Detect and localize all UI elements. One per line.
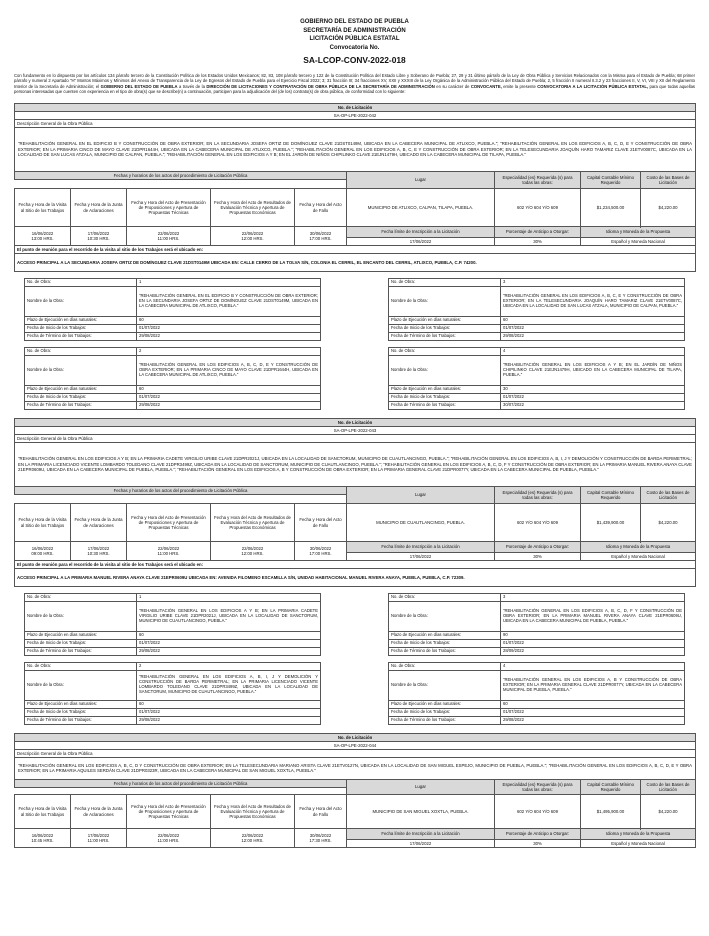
header-convocatoria-label: Convocatoria No. [329,45,380,52]
clarifications-date: 17/06/2022 10:30 HRS. [71,542,127,561]
work-name-label: Nombre de la Obra: [389,287,501,317]
advance-header: Porcentaje de Anticipo a Otorgar: [495,227,581,238]
term-value: 90 [501,632,685,640]
term-label: Plazo de Ejecución en días naturales: [25,700,137,708]
end-value: 29/08/2022 [501,332,685,340]
work-card-3 [388,593,685,656]
work-number: 1 [137,279,321,287]
schedule-header: Fechas y horarios de los actos del procedimiento de Licitación Pública [15,779,347,787]
deadline-value: 17/06/2022 [347,840,495,848]
meeting-point-value: ACCESO PRINCIPAL A LA PRIMARIA MANUEL RIVERA ANAYA CLAVE 21EPR0609U UBICADA EN: AVENIDA FILOMENO ESCAMILLA S/N, UNIDAD HABITACIONAL MANUEL RIVERA ANAYA, PUEBLA, PUEBLA, C.P. 72309. [15,569,696,587]
capital-value: $1,439,900.00 [581,504,641,542]
capital-header: Capital Contable Mínimo Requerido [581,779,641,794]
work-card-1 [24,593,321,656]
advance-value: 30% [495,553,581,561]
deadline-header: Fecha límite de Inscripción a la Licitación [347,227,495,238]
term-value: 60 [501,317,685,325]
header-tender-type: LICITACIÓN PÚBLICA ESTATAL [309,36,400,43]
work-card-3 [388,278,685,341]
licitacion-number-label: No. de Licitación [15,733,696,741]
document-header [14,18,695,66]
licitacion-section-044 [14,733,695,848]
work-name: "REHABILITACIÓN GENERAL EN LOS EDIFICIOS A, B, C, D, F Y CONSTRUCCIÓN DE OBRA EXTERIOR; EN LA PRIMARIA MANUEL RIVERA ANAYA CLAVE 21EPR0609U, UBICADA EN LA CABECERA MUNICIPAL DE PUEBLA, PUEBLA." [501,602,685,632]
work-number-label: No. de Obra: [25,594,137,602]
results-date: 22/06/2022 12:00 HRS. [211,227,295,246]
proposals-header: Fecha y Hora del Acto de Presentación de Proposiciones y Apertura de Propuestas Técnicas [127,189,211,227]
work-name: "REHABILITACIÓN GENERAL EN EL EDIFICIO B Y CONSTRUCCIÓN DE OBRA EXTERIOR; EN LA SECUNDARIA JOSEFA ORTIZ DE DOMÍNGUEZ CLAVE 21DST0149M, UBICADA EN LA CABECERA MUNICIPAL DE ATLIXCO, PUEBLA." [137,287,321,317]
intro-paragraph [14,73,695,95]
work-name: "REHABILITACIÓN GENERAL EN LOS EDIFICIOS A, B, C, E Y CONSTRUCCIÓN DE OBRA EXTERIOR; EN LA TELESECUNDARIA JOAQUÍN HARO TAMARIZ CLAVE 21ETV0087C, UBICADA EN LA LOCALIDAD DE SAN LUCAS ATZALA, MUNICIPIO DE CALPAN, PUEBLA." [501,287,685,317]
cost-value: $4,220.00 [641,504,696,542]
work-name: "REHABILITACIÓN GENERAL EN LOS EDIFICIOS A, B, I, J Y DEMOLICIÓN Y CONSTRUCCIÓN DE BARDA PERIMETRAL; EN LA PRIMARIA LICENCIADO VICENTE LOMBARDO TOLEDANO CLAVE 21DPR3499Z, UBICADA EN LA LOCALIDAD DE SANCTORUM, MUNICIPIO DE CUAUTLANCINGO, PUEBLA." [137,670,321,700]
end-label: Fecha de Término de los Trabajos: [25,647,137,655]
cost-value: $4,220.00 [641,189,696,227]
clarifications-header: Fecha y Hora de la Junta de Aclaraciones [71,795,127,829]
advance-value: 30% [495,238,581,246]
start-value: 01/07/2022 [501,708,685,716]
start-label: Fecha de Inicio de los Trabajos: [25,325,137,333]
end-value: 29/08/2022 [137,647,321,655]
cost-header: Costo de las Bases de Licitación [641,171,696,188]
work-number-label: No. de Obra: [389,594,501,602]
deadline-value: 17/06/2022 [347,553,495,561]
deadline-value: 17/06/2022 [347,238,495,246]
licitacion-number-label: No. de Licitación [15,418,696,426]
term-value: 60 [501,700,685,708]
start-label: Fecha de Inicio de los Trabajos: [25,393,137,401]
term-label: Plazo de Ejecución en días naturales: [389,632,501,640]
term-value: 60 [137,317,321,325]
proposals-header: Fecha y Hora del Acto de Presentación de Proposiciones y Apertura de Propuestas Técnicas [127,795,211,829]
capital-header: Capital Contable Mínimo Requerido [581,171,641,188]
start-value: 01/07/2022 [501,325,685,333]
visit-date: 16/06/2022 13:00 HRS. [15,227,71,246]
term-value: 60 [137,385,321,393]
work-name: "REHABILITACIÓN GENERAL EN LOS EDIFICIOS A, B Y CONSTRUCCIÓN DE OBRA EXTERIOR; EN LA PRIMARIA GENERAL CLAVE 21DPR0077Y, UBICADA EN LA CABECERA MUNICIPAL DE PUEBLA, PUEBLA." [501,670,685,700]
term-label: Plazo de Ejecución en días naturales: [389,700,501,708]
clarifications-date: 17/06/2022 11:00 HRS. [71,829,127,848]
advance-header: Porcentaje de Anticipo a Otorgar: [495,829,581,840]
intro-bold-2: DIRECCIÓN DE LICITACIONES Y CONTRATACIÓN DE OBRA PÚBLICA DE LA SECRETARÍA DE ADMINISTRACIÓN [206,83,435,89]
term-label: Plazo de Ejecución en días naturales: [389,317,501,325]
licitacion-number: SA-OP-LPE-2022-043 [15,426,696,434]
end-value: 29/08/2022 [137,716,321,724]
results-date: 22/06/2022 12:00 HRS. [211,542,295,561]
place-header: Lugar [347,171,495,188]
clarifications-date: 17/06/2022 10:30 HRS. [71,227,127,246]
work-card-2 [24,662,321,725]
work-number: 3 [501,594,685,602]
start-value: 01/07/2022 [501,640,685,648]
visit-header: Fecha y Hora de la Visita al Sitio de los Trabajos [15,189,71,227]
work-card-4 [388,662,685,725]
deadline-header: Fecha límite de Inscripción a la Licitación [347,542,495,553]
place-value: MUNICIPIO DE CUAUTLANCINGO, PUEBLA. [347,504,495,542]
description-text: "REHABILITACIÓN GENERAL EN LOS EDIFICIOS A, B, C, D Y CONSTRUCCIÓN DE OBRA EXTERIOR; EN LA TELESECUNDARIA MARIANO ARISTA CLAVE 21ETV0127N, UBICADA EN LA LOCALIDAD DE SAN MIGUEL ESPEJO, MUNICIPIO DE PUEBLA, PUEBLA."; "REHABILITACIÓN GENERAL EN LOS EDIFICIOS A, B, C, D, E Y OBRA EXTERIOR; EN LA PRIMARIA AQUILES SERDÁN CLAVE 21DPR0323R, UBICADA EN LA CABECERA MUNICIPAL DE SAN MIGUEL XOXTLA, PUEBLA." [15,757,696,779]
term-label: Plazo de Ejecución en días naturales: [389,385,501,393]
licitacion-table [14,103,696,272]
work-number-label: No. de Obra: [25,662,137,670]
clarifications-header: Fecha y Hora de la Junta de Aclaraciones [71,504,127,542]
description-label: Descripción General de la Obra Pública [15,749,696,757]
term-value: 60 [137,700,321,708]
work-number-label: No. de Obra: [389,347,501,355]
work-number-label: No. de Obra: [25,347,137,355]
proposals-date: 22/06/2022 11:00 HRS. [127,227,211,246]
visit-header: Fecha y Hora de la Visita al Sitio de los Trabajos [15,795,71,829]
specialty-value: 602 Y/O 604 Y/O 609 [495,504,581,542]
intro-text-4: emite la presente [501,83,538,89]
intro-bold-1: GOBIERNO DEL ESTADO DE PUEBLA [100,83,178,89]
term-value: 60 [137,632,321,640]
ruling-header: Fecha y Hora del Acto de Fallo [295,189,347,227]
schedule-header: Fechas y horarios de los actos del procedimiento de Licitación Pública [15,486,347,494]
meeting-point-label: El punto de reunión para el recorrido de la visita al sitio de los Trabajos será el ubicado en: [15,246,696,254]
meeting-point-label: El punto de reunión para el recorrido de la visita al sitio de los Trabajos será el ubicado en: [15,561,696,569]
end-value: 29/08/2022 [501,716,685,724]
results-header: Fecha y Hora del Acto de Resultados de Evaluación Técnica y Apertura de Propuestas Económicas [211,795,295,829]
language-header: Idioma y Moneda de la Propuesta [581,829,696,840]
work-card-4 [388,347,685,410]
results-header: Fecha y Hora del Acto de Resultados de Evaluación Técnica y Apertura de Propuestas Económicas [211,189,295,227]
header-government: GOBIERNO DEL ESTADO DE PUEBLA [300,19,409,25]
work-number: 1 [137,594,321,602]
results-header: Fecha y Hora del Acto de Resultados de Evaluación Técnica y Apertura de Propuestas Económicas [211,504,295,542]
place-value: MUNICIPIO DE SAN MIGUEL XOXTLA, PUEBLA. [347,795,495,829]
start-value: 01/07/2022 [501,393,685,401]
end-label: Fecha de Término de los Trabajos: [389,716,501,724]
language-header: Idioma y Moneda de la Propuesta [581,227,696,238]
language-value: Español y Moneda Nacional [581,238,696,246]
work-card-1 [24,278,321,341]
proposals-date: 22/06/2022 11:00 HRS. [127,829,211,848]
start-label: Fecha de Inicio de los Trabajos: [389,325,501,333]
specialty-value: 602 Y/O 604 Y/O 609 [495,189,581,227]
spacer [15,180,347,189]
cost-header: Costo de las Bases de Licitación [641,486,696,503]
intro-text-2: a través de la [177,83,207,89]
advance-value: 30% [495,840,581,848]
spacer [15,495,347,504]
works-grid [14,278,695,416]
licitacion-table [14,418,696,587]
start-value: 01/07/2022 [137,325,321,333]
works-column-left [24,593,321,731]
end-label: Fecha de Término de los Trabajos: [25,401,137,409]
ruling-date: 30/06/2022 17:30 HRS. [295,829,347,848]
intro-text-3: en su carácter de [434,83,471,89]
licitacion-number-label: No. de Licitación [15,103,696,111]
visit-header: Fecha y Hora de la Visita al Sitio de los Trabajos [15,504,71,542]
work-name-label: Nombre de la Obra: [389,355,501,385]
header-secretariat: SECRETARÍA DE ADMINISTRACIÓN [303,27,406,34]
end-label: Fecha de Término de los Trabajos: [389,401,501,409]
start-label: Fecha de Inicio de los Trabajos: [389,640,501,648]
language-value: Español y Moneda Nacional [581,840,696,848]
work-number-label: No. de Obra: [389,662,501,670]
end-value: 29/08/2022 [137,401,321,409]
start-value: 01/07/2022 [137,393,321,401]
licitacion-number: SA-OP-LPE-2022-042 [15,111,696,119]
spacer [15,788,347,795]
work-card-2 [24,347,321,410]
start-label: Fecha de Inicio de los Trabajos: [389,708,501,716]
work-name: "REHABILITACIÓN GENERAL EN LOS EDIFICIOS A, B, C, D, E Y CONSTRUCCIÓN DE OBRA EXTERIOR; EN LA PRIMARIA CINCO DE MAYO CLAVE 21DPR1644H, UBICADA EN LA CABECERA MUNICIPAL DE ATLIXCO, PUEBLA." [137,355,321,385]
work-number: 4 [501,347,685,355]
end-value: 30/07/2022 [501,401,685,409]
work-name-label: Nombre de la Obra: [25,355,137,385]
place-header: Lugar [347,486,495,503]
end-value: 28/09/2022 [501,647,685,655]
work-number: 2 [137,662,321,670]
end-value: 29/08/2022 [137,332,321,340]
capital-value: $1,495,900.00 [581,795,641,829]
start-label: Fecha de Inicio de los Trabajos: [389,393,501,401]
specialty-header: Especialidad (es) Requerida (s) para todas las obras: [495,779,581,794]
work-name-label: Nombre de la Obra: [25,287,137,317]
advance-header: Porcentaje de Anticipo a Otorgar: [495,542,581,553]
work-number: 3 [501,279,685,287]
results-date: 22/06/2022 12:00 HRS. [211,829,295,848]
visit-date: 16/06/2022 09:00 HRS. [15,542,71,561]
works-column-right [388,278,685,416]
licitacion-number: SA-OP-LPE-2022-044 [15,741,696,749]
cost-header: Costo de las Bases de Licitación [641,779,696,794]
specialty-header: Especialidad (es) Requerida (s) para todas las obras: [495,171,581,188]
end-label: Fecha de Término de los Trabajos: [25,332,137,340]
work-name: "REHABILITACIÓN GENERAL EN LOS EDIFICIOS A Y B; EN LA PRIMARIA CADETE VIRGILIO URIBE CLAVE 21DPR2021J, UBICADA EN LA LOCALIDAD DE SANCTORUM, MUNICIPIO DE CUAUTLANCINGO, PUEBLA." [137,602,321,632]
capital-value: $1,234,500.00 [581,189,641,227]
deadline-header: Fecha límite de Inscripción a la Licitación [347,829,495,840]
language-value: Español y Moneda Nacional [581,553,696,561]
work-name-label: Nombre de la Obra: [389,670,501,700]
work-number-label: No. de Obra: [25,279,137,287]
specialty-value: 602 Y/O 604 Y/O 609 [495,795,581,829]
place-header: Lugar [347,779,495,794]
description-label: Descripción General de la Obra Pública [15,434,696,442]
licitacion-table [14,733,696,848]
licitacion-section-042 [14,103,695,416]
start-label: Fecha de Inicio de los Trabajos: [25,640,137,648]
language-header: Idioma y Moneda de la Propuesta [581,542,696,553]
work-number: 4 [501,662,685,670]
convocatoria-number: SA-LCOP-CONV-2022-018 [303,54,406,65]
intro-text-5: para que todas aquellas personas interesadas que cuenten con experiencia en el tipo de obra(s) que se describe(n) a continuación, participen para la adjudicación del (de los) contrato(s) de obra pública, de conformidad con lo siguiente: [14,83,695,95]
capital-header: Capital Contable Mínimo Requerido [581,486,641,503]
licitacion-section-043 [14,418,695,731]
clarifications-header: Fecha y Hora de la Junta de Aclaraciones [71,189,127,227]
start-value: 01/07/2022 [137,640,321,648]
description-text: "REHABILITACIÓN GENERAL EN LOS EDIFICIOS A Y B; EN LA PRIMARIA CADETE VIRGILIO URIBE CLAVE 21DPR2021J, UBICADA EN LA LOCALIDAD DE SANCTORUM, MUNICIPIO DE CUAUTLANCINGO, PUEBLA."; "REHABILITACIÓN GENERAL EN LOS EDIFICIOS A, B, I, J Y DEMOLICIÓN Y CONSTRUCCIÓN DE BARDA PERIMETRAL; EN LA PRIMARIA LICENCIADO VICENTE LOMBARDO TOLEDANO CLAVE 21DPR3499Z, UBICADA EN LA LOCALIDAD DE SANCTORUM, MUNICIPIO DE CUAUTLANCINGO, PUEBLA."; "REHABILITACIÓN GENERAL EN LOS EDIFICIOS A, B, C, D, F Y CONSTRUCCIÓN DE OBRA EXTERIOR; EN LA PRIMARIA MANUEL RIVERA ANAYA CLAVE 21EPR0609U, UBICADA EN LA CABECERA MUNICIPAL DE PUEBLA, PUEBLA."; "REHABILITACIÓN GENERAL EN LOS EDIFICIOS A, B Y CONSTRUCCIÓN DE OBRA EXTERIOR; EN LA PRIMARIA GENERAL CLAVE 21DPR0077Y, UBICADA EN LA CABECERA MUNICIPAL DE PUEBLA, PUEBLA." [15,442,696,486]
work-number: 2 [137,347,321,355]
term-label: Plazo de Ejecución en días naturales: [25,632,137,640]
cost-value: $4,220.00 [641,795,696,829]
end-label: Fecha de Término de los Trabajos: [389,647,501,655]
works-column-left [24,278,321,416]
works-column-right [388,593,685,731]
start-label: Fecha de Inicio de los Trabajos: [25,708,137,716]
work-name: "REHABILITACIÓN GENERAL EN LOS EDIFICIOS A Y B; EN EL JARDÍN DE NIÑOS CHIPILINKO CLAVE 21EJN1479H, UBICADO EN LA CABECERA MUNICIPAL DE TILAPA, PUEBLA." [501,355,685,385]
intro-bold-3: CONVOCANTE, [470,83,502,89]
place-value: MUNICIPIO DE ATLIXCO, CALPAN, TILAPA, PUEBLA. [347,189,495,227]
meeting-point-value: ACCESO PRINCIPAL A LA SECUNDARIA JOSEFA ORTIZ DE DOMÍNGUEZ CLAVE 21DST0149M UBICADA EN: CALLE CERRO DE LA TOLVA S/N, COLONIA EL CERRIL, EL ENCANTO DEL CERRIL, ATLIXCO, PUEBLA, C.P. 74200. [15,254,696,272]
work-number-label: No. de Obra: [389,279,501,287]
proposals-header: Fecha y Hora del Acto de Presentación de Proposiciones y Apertura de Propuestas Técnicas [127,504,211,542]
work-name-label: Nombre de la Obra: [389,602,501,632]
term-label: Plazo de Ejecución en días naturales: [25,385,137,393]
ruling-header: Fecha y Hora del Acto de Fallo [295,795,347,829]
end-label: Fecha de Término de los Trabajos: [389,332,501,340]
description-text: "REHABILITACIÓN GENERAL EN EL EDIFICIO B Y CONSTRUCCIÓN DE OBRA EXTERIOR; EN LA SECUNDARIA JOSEFA ORTIZ DE DOMÍNGUEZ CLAVE 21DST0149M, UBICADA EN LA CABECERA MUNICIPAL DE ATLIXCO, PUEBLA."; "REHABILITACIÓN GENERAL EN LOS EDIFICIOS A, B, C, D, E Y CONSTRUCCIÓN DE OBRA EXTERIOR; EN LA PRIMARIA CINCO DE MAYO CLAVE 21DPR1644H, UBICADA EN LA CABECERA MUNICIPAL DE ATLIXCO, PUEBLA."; "REHABILITACIÓN GENERAL EN LOS EDIFICIOS A, B, C, E Y CONSTRUCCIÓN DE OBRA EXTERIOR; EN LA TELESECUNDARIA JOAQUÍN HARO TAMARIZ CLAVE 21ETV0087C, UBICADA EN LA LOCALIDAD DE SAN LUCAS ATZALA, MUNICIPIO DE CALPAN, PUEBLA."; "REHABILITACIÓN GENERAL EN LOS EDIFICIOS A Y B; EN EL JARDÍN DE NIÑOS CHIPILINKO CLAVE 21EJN1479H, UBICADO EN LA CABECERA MUNICIPAL DE TILAPA, PUEBLA." [15,127,696,171]
ruling-date: 30/06/2022 17:00 HRS. [295,542,347,561]
works-grid [14,593,695,731]
ruling-header: Fecha y Hora del Acto de Fallo [295,504,347,542]
term-value: 30 [501,385,685,393]
work-name-label: Nombre de la Obra: [25,602,137,632]
end-label: Fecha de Término de los Trabajos: [25,716,137,724]
term-label: Plazo de Ejecución en días naturales: [25,317,137,325]
proposals-date: 22/06/2022 11:00 HRS. [127,542,211,561]
intro-text-1: Con fundamento en lo dispuesto por los artículos 134 párrafo tercero de la Constitución Política de los Estados Unidos Mexicanos; 82, 83, 108 párrafo tercero y 122 de la Constitución Política del Estado Libre y Soberano de Puebla; 27, 29 y 31 último párrafo de la Ley de Obra Pública y Servicios Relacionados con la Misma para el Estado de Puebla; 68 primer párrafo y numeral 2 Apartado "H" Montos Máximos y Mínimos del Anexo de Transparencia de la Ley de Egresos del Estado de Puebla para el Ejercicio Fiscal 2022; 3; 31 fracción III; 34 fracciones XV, XXII y XXXIII de la Ley Orgánica de la Administración Pública del Estado de Puebla; 2, 5 fracción II numeral II.3.2 y 23 fracciones II, V, VI, VIII y XII del Reglamento Interior de la Secretaría de Administración; el [14,72,695,89]
specialty-header: Especialidad (es) Requerida (s) para todas las obras: [495,486,581,503]
visit-date: 16/06/2022 10:45 HRS. [15,829,71,848]
schedule-header: Fechas y horarios de los actos del procedimiento de Licitación Pública [15,171,347,179]
description-label: Descripción General de la Obra Pública [15,119,696,127]
work-name-label: Nombre de la Obra: [25,670,137,700]
intro-bold-4: CONVOCATORIA A LA LICITACIÓN PÚBLICA ESTATAL, [537,83,649,89]
ruling-date: 30/06/2022 17:00 HRS. [295,227,347,246]
start-value: 01/07/2022 [137,708,321,716]
